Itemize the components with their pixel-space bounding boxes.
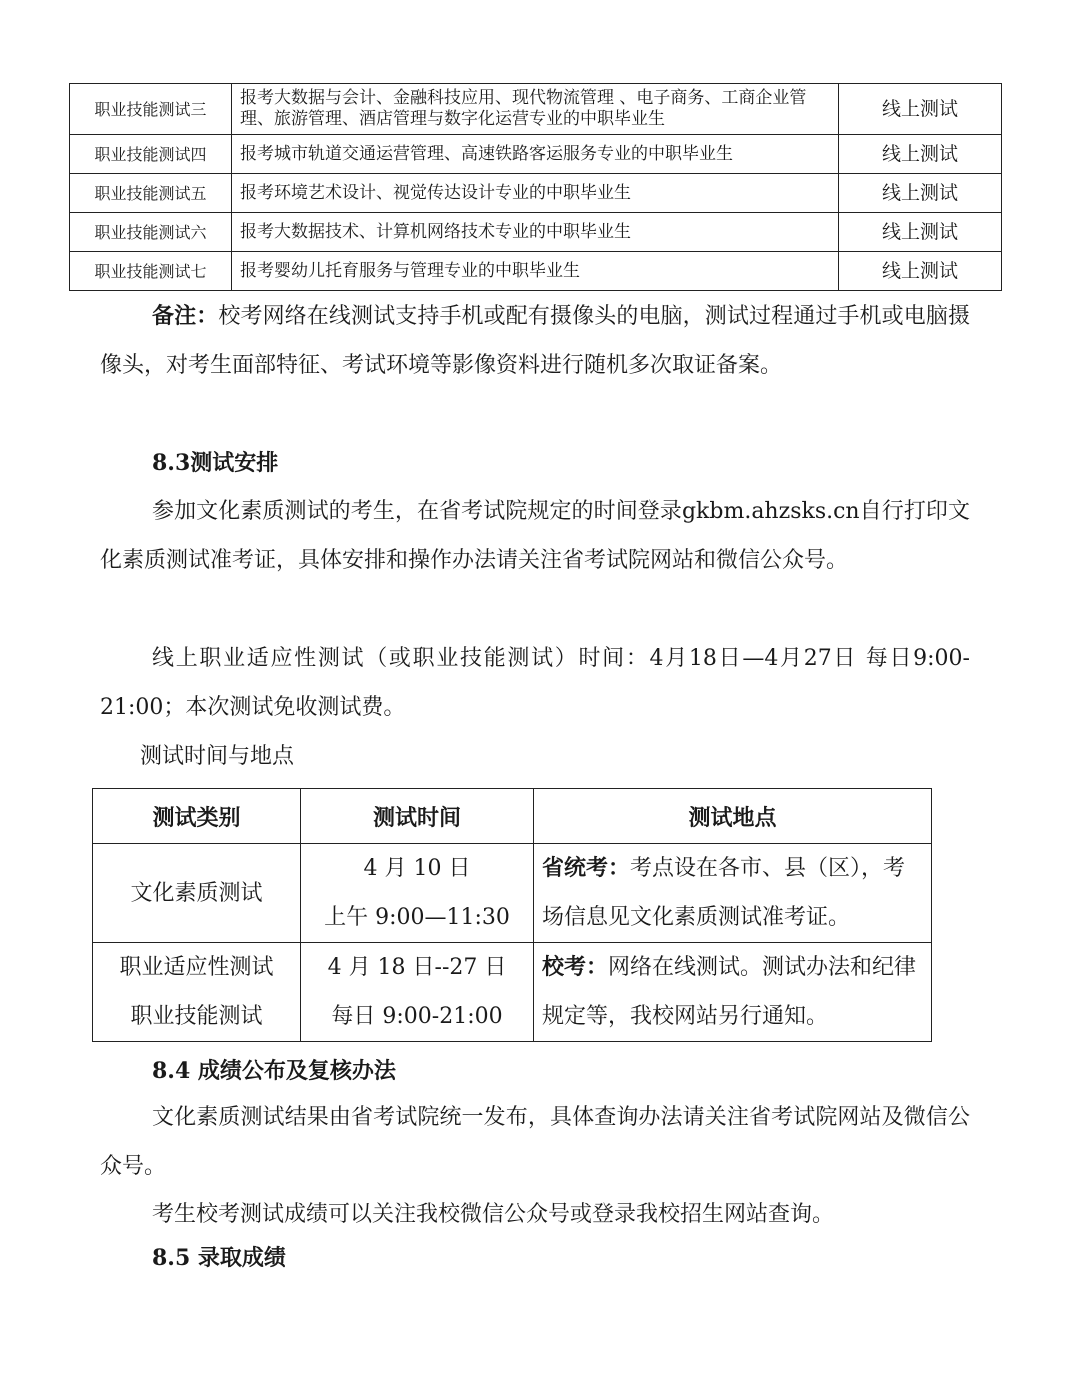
test-category-cell bbox=[93, 943, 301, 1042]
skill-test-desc: 报考婴幼儿托育服务与管理专业的中职毕业生 bbox=[232, 252, 839, 291]
skill-test-desc: 报考环境艺术设计、视觉传达设计专业的中职毕业生 bbox=[232, 174, 839, 213]
test-category: 职业技能测试 bbox=[130, 1004, 263, 1029]
column-header: 测试地点 bbox=[534, 789, 932, 844]
skill-test-name: 职业技能测试四 bbox=[70, 135, 232, 174]
table-row bbox=[70, 135, 1002, 174]
note-label: 备注： bbox=[152, 303, 219, 329]
note-paragraph bbox=[100, 292, 970, 390]
section-heading-8-4: 8.4 成绩公布及复核办法 bbox=[152, 1058, 396, 1084]
table-caption: 测试时间与地点 bbox=[140, 744, 295, 769]
skill-test-mode: 线上测试 bbox=[839, 135, 1002, 174]
test-hours: 每日 9:00-21:00 bbox=[331, 1004, 503, 1029]
skill-test-mode: 线上测试 bbox=[839, 174, 1002, 213]
skill-test-desc: 报考城市轨道交通运营管理、高速铁路客运服务专业的中职毕业生 bbox=[232, 135, 839, 174]
column-header: 测试时间 bbox=[301, 789, 534, 844]
skill-test-table bbox=[69, 83, 1002, 291]
section-8-3-paragraph-2: 线上职业适应性测试（或职业技能测试）时间：4月18日—4月27日 每日9:00-21:00；本次测试免收测试费。 bbox=[100, 646, 970, 720]
skill-test-name: 职业技能测试五 bbox=[70, 174, 232, 213]
note-text: 校考网络在线测试支持手机或配有摄像头的电脑，测试过程通过手机或电脑摄像头，对考生面部特征、考试环境等影像资料进行随机多次取证备案。 bbox=[100, 304, 970, 378]
test-category: 文化素质测试 bbox=[130, 880, 263, 906]
schedule-table bbox=[92, 788, 932, 1042]
location-text: 网络在线测试。测试办法和纪律规定等，我校网站另行通知。 bbox=[542, 955, 917, 1029]
test-location-cell bbox=[534, 943, 932, 1042]
skill-test-name: 职业技能测试六 bbox=[70, 213, 232, 252]
location-text: 考点设在各市、县（区），考场信息见文化素质测试准考证。 bbox=[542, 856, 906, 930]
skill-test-name: 职业技能测试七 bbox=[70, 252, 232, 291]
table-row bbox=[70, 174, 1002, 213]
test-date: 4 月 10 日 bbox=[363, 856, 471, 881]
section-heading-8-5: 8.5 录取成绩 bbox=[152, 1245, 286, 1271]
test-time-cell bbox=[301, 943, 534, 1042]
section-8-3-paragraph-1: 参加文化素质测试的考生，在省考试院规定的时间登录gkbm.ahzsks.cn自行打印文化素质测试准考证，具体安排和操作办法请关注省考试院网站和微信公众号。 bbox=[100, 499, 970, 573]
test-category-cell bbox=[93, 844, 301, 943]
test-time-cell bbox=[301, 844, 534, 943]
test-date: 4 月 18 日--27 日 bbox=[327, 955, 507, 980]
skill-test-mode: 线上测试 bbox=[839, 252, 1002, 291]
table-row bbox=[70, 252, 1002, 291]
location-label: 省统考： bbox=[542, 855, 631, 881]
section-8-4-paragraph-2: 考生校考测试成绩可以关注我校微信公众号或登录我校招生网站查询。 bbox=[152, 1202, 835, 1227]
section-8-4-paragraph-1: 文化素质测试结果由省考试院统一发布，具体查询办法请关注省考试院网站及微信公众号。 bbox=[100, 1105, 970, 1179]
table-row bbox=[70, 84, 1002, 135]
skill-test-desc: 报考大数据与会计、金融科技应用、现代物流管理 、电子商务、工商企业管理、旅游管理、酒店管理与数字化运营专业的中职毕业生 bbox=[232, 84, 839, 135]
test-hours: 上午 9:00—11:30 bbox=[324, 905, 510, 930]
skill-test-desc: 报考大数据技术、计算机网络技术专业的中职毕业生 bbox=[232, 213, 839, 252]
skill-test-name: 职业技能测试三 bbox=[70, 84, 232, 135]
location-label: 校考： bbox=[542, 954, 609, 980]
column-header: 测试类别 bbox=[93, 789, 301, 844]
skill-test-mode: 线上测试 bbox=[839, 84, 1002, 135]
table-row bbox=[93, 844, 932, 943]
section-heading-8-3: 8.3测试安排 bbox=[152, 450, 279, 476]
skill-test-mode: 线上测试 bbox=[839, 213, 1002, 252]
test-location-cell bbox=[534, 844, 932, 943]
table-row bbox=[93, 943, 932, 1042]
test-category: 职业适应性测试 bbox=[119, 955, 274, 980]
table-row bbox=[70, 213, 1002, 252]
table-header-row bbox=[93, 789, 932, 844]
